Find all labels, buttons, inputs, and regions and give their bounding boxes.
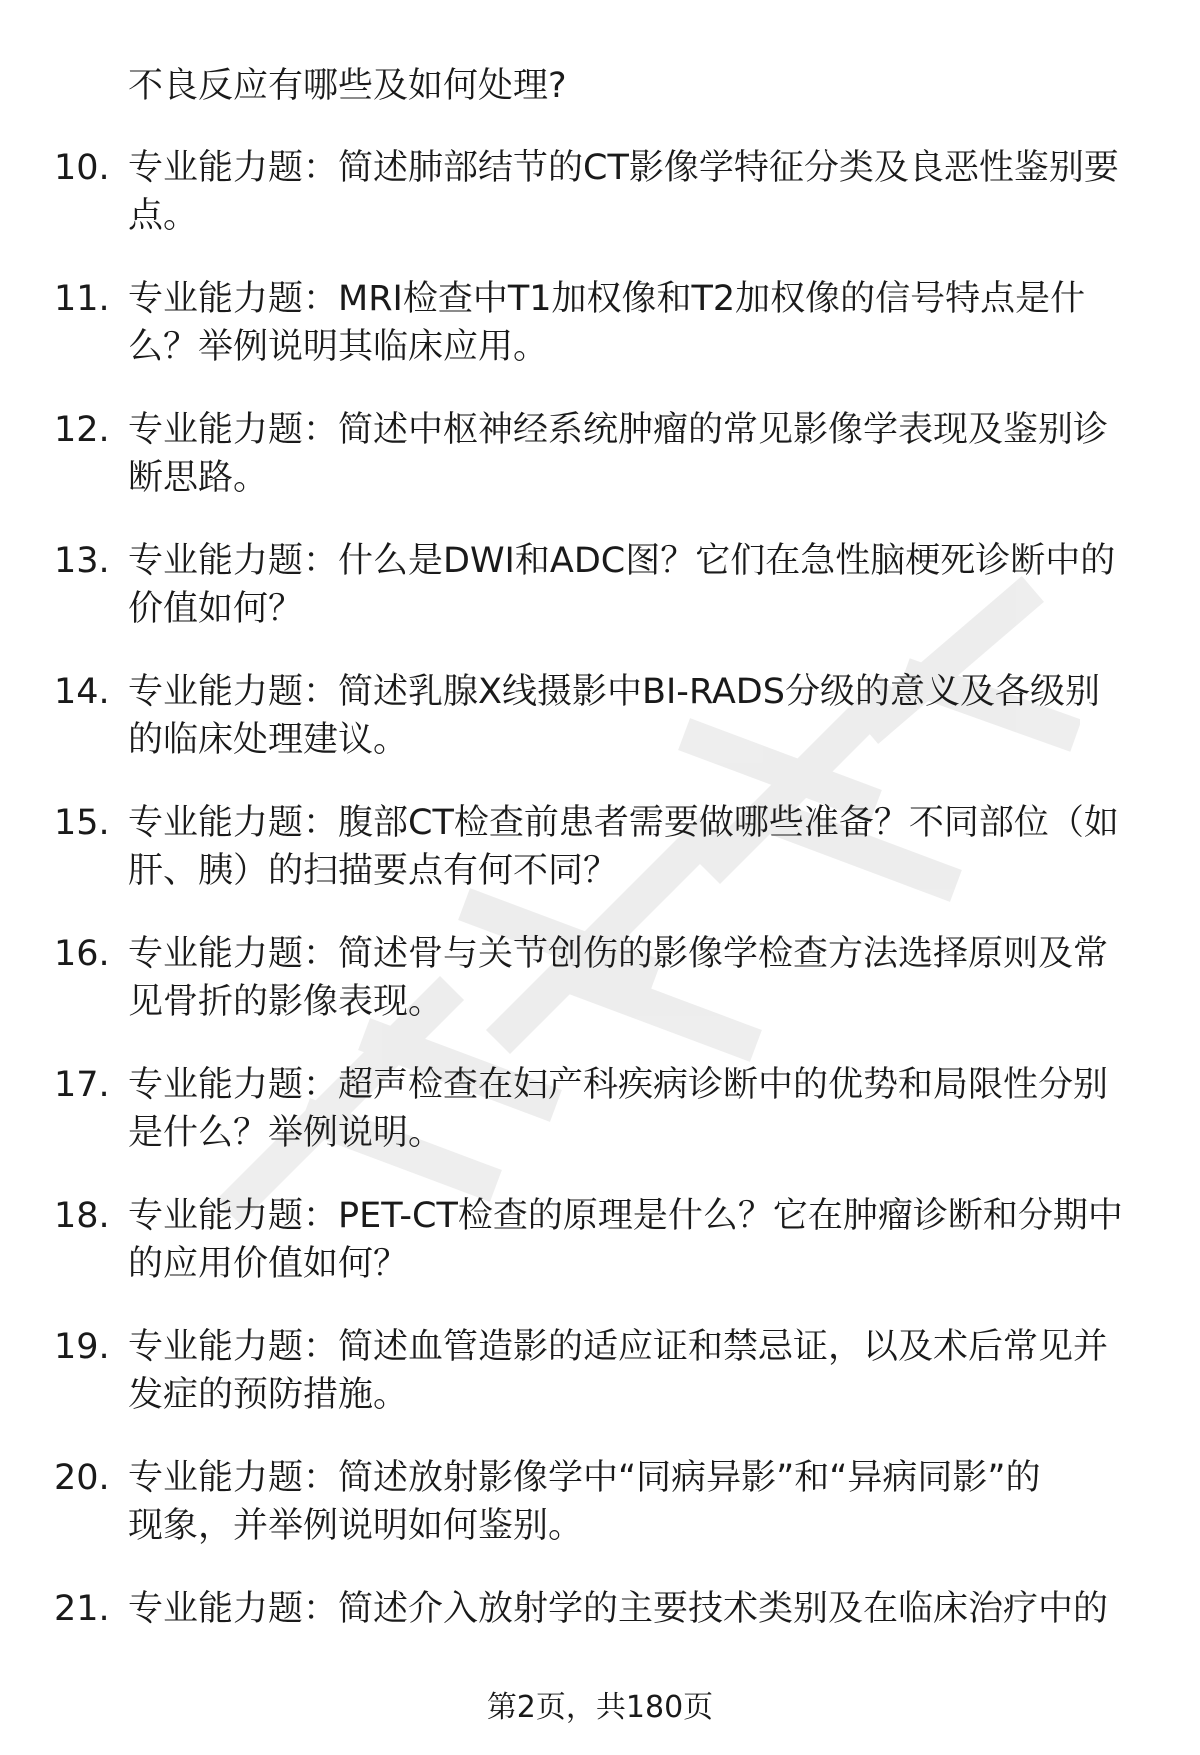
question-text-line: 是什么？举例说明。 [128, 1113, 444, 1153]
question-text-line: 的临床处理建议。 [128, 720, 409, 760]
question-text-line: 发症的预防措施。 [128, 1375, 409, 1415]
question-text-line: 肝、胰）的扫描要点有何不同？ [128, 851, 619, 891]
question-text-line: 专业能力题：简述放射影像学中“同病异影”和“异病同影”的 [128, 1458, 1041, 1498]
question-text-line: 专业能力题：MRI检查中T1加权像和T2加权像的信号特点是什 [128, 279, 1086, 319]
continuation-text: 不良反应有哪些及如何处理? [128, 66, 567, 106]
question-text-line: 价值如何？ [128, 589, 304, 629]
question-number: 10. [54, 148, 110, 188]
question-number: 19. [54, 1327, 110, 1367]
question-item [0, 1061, 1200, 1192]
question-number: 20. [54, 1458, 110, 1498]
question-text [128, 799, 1158, 895]
question-item [0, 1454, 1200, 1585]
question-text-line: 专业能力题：简述乳腺X线摄影中BI-RADS分级的意义及各级别 [128, 672, 1100, 712]
question-text [128, 406, 1158, 502]
question-text [128, 668, 1158, 764]
question-number: 16. [54, 934, 110, 974]
question-text [128, 1323, 1158, 1419]
question-number: 12. [54, 410, 110, 450]
page-footer: 第2页，共180页 [486, 1690, 714, 1725]
question-number: 11. [54, 279, 110, 319]
question-text-line: 专业能力题：简述介入放射学的主要技术类别及在临床治疗中的 [128, 1589, 1109, 1629]
question-text-line: 点。 [128, 196, 199, 236]
question-number: 14. [54, 672, 110, 712]
question-item [0, 668, 1200, 799]
question-text [128, 1454, 1158, 1550]
question-item [0, 537, 1200, 668]
question-text-line: 专业能力题：腹部CT检查前患者需要做哪些准备？不同部位（如 [128, 803, 1119, 843]
question-text [128, 1192, 1158, 1288]
question-text-line: 的应用价值如何？ [128, 1244, 409, 1284]
question-text-line: 么？举例说明其临床应用。 [128, 327, 549, 367]
question-item [0, 275, 1200, 406]
question-text-line: 专业能力题：超声检查在妇产科疾病诊断中的优势和局限性分别 [128, 1065, 1109, 1105]
question-text-line: 专业能力题：PET-CT检查的原理是什么？它在肿瘤诊断和分期中 [128, 1196, 1123, 1236]
question-text-line: 专业能力题：简述中枢神经系统肿瘤的常见影像学表现及鉴别诊 [128, 410, 1109, 450]
question-text-line: 断思路。 [128, 458, 269, 498]
question-text [128, 275, 1158, 371]
question-item [0, 1323, 1200, 1454]
question-text [128, 1585, 1158, 1633]
question-number: 21. [54, 1589, 110, 1629]
question-item [0, 930, 1200, 1061]
question-item [0, 144, 1200, 275]
question-text-line: 见骨折的影像表现。 [128, 982, 444, 1022]
question-number: 15. [54, 803, 110, 843]
question-number: 18. [54, 1196, 110, 1236]
question-text-line: 专业能力题：简述肺部结节的CT影像学特征分类及良恶性鉴别要 [128, 148, 1119, 188]
question-number: 13. [54, 541, 110, 581]
question-number: 17. [54, 1065, 110, 1105]
question-list [0, 144, 1200, 1716]
question-text [128, 144, 1158, 240]
question-item [0, 406, 1200, 537]
question-text-line: 现象，并举例说明如何鉴别。 [128, 1506, 584, 1546]
question-text-line: 专业能力题：简述血管造影的适应证和禁忌证，以及术后常见并 [128, 1327, 1109, 1367]
question-text-line: 专业能力题：简述骨与关节创伤的影像学检查方法选择原则及常 [128, 934, 1109, 974]
question-item [0, 1192, 1200, 1323]
question-text-line: 专业能力题：什么是DWI和ADC图？它们在急性脑梗死诊断中的 [128, 541, 1116, 581]
question-item [0, 799, 1200, 930]
question-text [128, 537, 1158, 633]
question-text [128, 1061, 1158, 1157]
question-text [128, 930, 1158, 1026]
